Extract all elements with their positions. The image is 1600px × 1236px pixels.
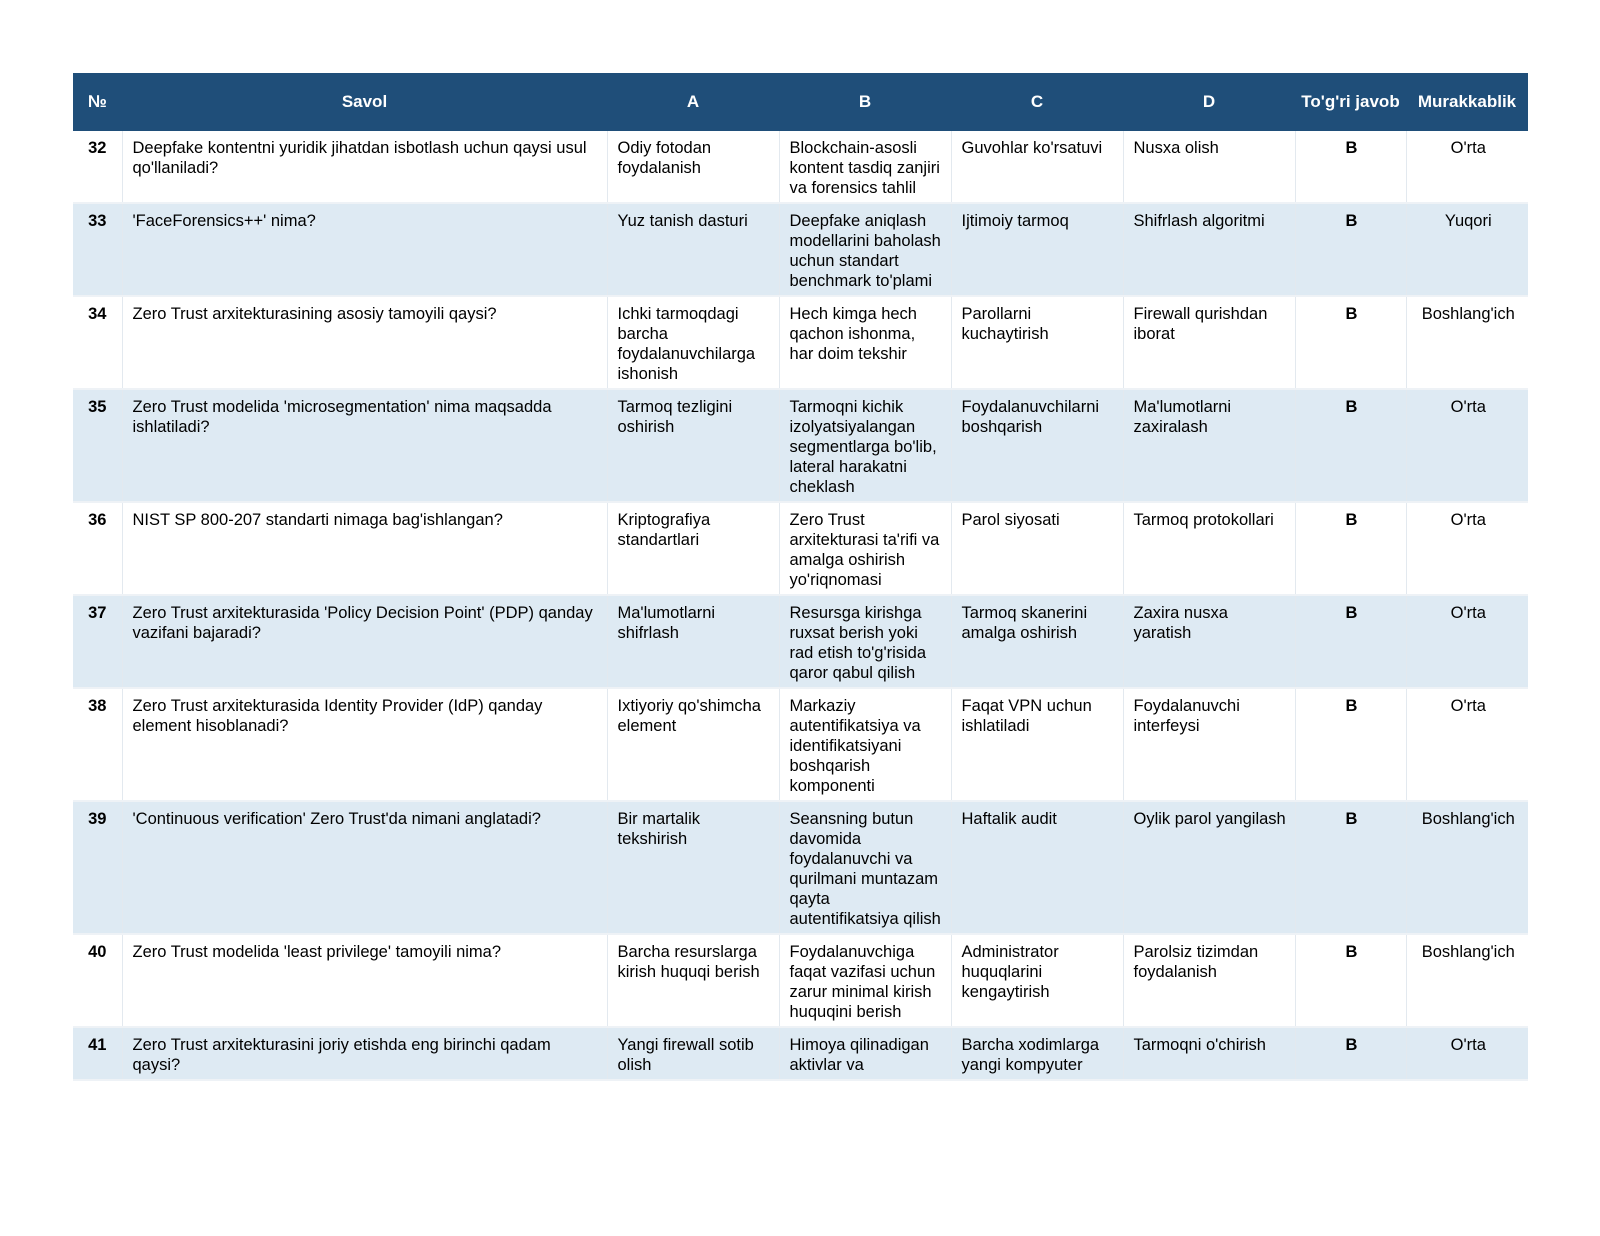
- table-row: [73, 1027, 1528, 1080]
- row-number: 36: [73, 502, 122, 595]
- option-a-cell: Bir martalik tekshirish: [607, 801, 779, 934]
- option-c-cell: Administrator huquqlarini kengaytirish: [951, 934, 1123, 1027]
- correct-answer-cell: B: [1295, 595, 1406, 688]
- option-b-cell: Resursga kirishga ruxsat berish yoki rad etish to'g'risida qaror qabul qilish: [779, 595, 951, 688]
- table-row: [73, 502, 1528, 595]
- option-c-cell: Parollarni kuchaytirish: [951, 296, 1123, 389]
- option-c-cell: Foydalanuvchilarni boshqarish: [951, 389, 1123, 502]
- option-a-cell: Yuz tanish dasturi: [607, 203, 779, 296]
- row-number: 34: [73, 296, 122, 389]
- table-row: [73, 203, 1528, 296]
- table-row: [73, 595, 1528, 688]
- option-d-cell: Firewall qurishdan iborat: [1123, 296, 1295, 389]
- option-c-cell: Tarmoq skanerini amalga oshirish: [951, 595, 1123, 688]
- correct-answer-cell: B: [1295, 688, 1406, 801]
- difficulty-cell: O'rta: [1406, 502, 1528, 595]
- option-d-cell: Parolsiz tizimdan foydalanish: [1123, 934, 1295, 1027]
- option-b-cell: Tarmoqni kichik izolyatsiyalangan segmentlarga bo'lib, lateral harakatni cheklash: [779, 389, 951, 502]
- row-number: 38: [73, 688, 122, 801]
- question-cell: 'Continuous verification' Zero Trust'da nimani anglatadi?: [122, 801, 607, 934]
- difficulty-cell: Yuqori: [1406, 203, 1528, 296]
- option-b-cell: Seansning butun davomida foydalanuvchi va qurilmani muntazam qayta autentifikatsiya qilish: [779, 801, 951, 934]
- table-row: [73, 688, 1528, 801]
- difficulty-cell: O'rta: [1406, 389, 1528, 502]
- difficulty-cell: Boshlang'ich: [1406, 296, 1528, 389]
- quiz-table-container: [73, 73, 1528, 1081]
- correct-answer-cell: B: [1295, 502, 1406, 595]
- header-number: №: [73, 73, 122, 131]
- option-a-cell: Barcha resurslarga kirish huquqi berish: [607, 934, 779, 1027]
- question-cell: NIST SP 800-207 standarti nimaga bag'ishlangan?: [122, 502, 607, 595]
- row-number: 40: [73, 934, 122, 1027]
- option-c-cell: Guvohlar ko'rsatuvi: [951, 131, 1123, 203]
- quiz-table: [73, 73, 1528, 1081]
- correct-answer-cell: B: [1295, 131, 1406, 203]
- option-a-cell: Ma'lumotlarni shifrlash: [607, 595, 779, 688]
- table-row: [73, 389, 1528, 502]
- option-d-cell: Nusxa olish: [1123, 131, 1295, 203]
- correct-answer-cell: B: [1295, 203, 1406, 296]
- correct-answer-cell: B: [1295, 296, 1406, 389]
- difficulty-cell: O'rta: [1406, 1027, 1528, 1080]
- header-option-b: B: [779, 73, 951, 131]
- option-c-cell: Ijtimoiy tarmoq: [951, 203, 1123, 296]
- question-cell: Zero Trust arxitekturasini joriy etishda eng birinchi qadam qaysi?: [122, 1027, 607, 1080]
- option-b-cell: Zero Trust arxitekturasi ta'rifi va amalga oshirish yo'riqnomasi: [779, 502, 951, 595]
- correct-answer-cell: B: [1295, 389, 1406, 502]
- option-d-cell: Foydalanuvchi interfeysi: [1123, 688, 1295, 801]
- option-d-cell: Tarmoqni o'chirish: [1123, 1027, 1295, 1080]
- correct-answer-cell: B: [1295, 934, 1406, 1027]
- row-number: 33: [73, 203, 122, 296]
- header-correct-answer: To'g'ri javob: [1295, 73, 1406, 131]
- option-c-cell: Barcha xodimlarga yangi kompyuter: [951, 1027, 1123, 1080]
- row-number: 41: [73, 1027, 122, 1080]
- table-row: [73, 801, 1528, 934]
- question-cell: Zero Trust arxitekturasining asosiy tamoyili qaysi?: [122, 296, 607, 389]
- correct-answer-cell: B: [1295, 1027, 1406, 1080]
- option-b-cell: Himoya qilinadigan aktivlar va: [779, 1027, 951, 1080]
- question-cell: 'FaceForensics++' nima?: [122, 203, 607, 296]
- option-a-cell: Ixtiyoriy qo'shimcha element: [607, 688, 779, 801]
- row-number: 35: [73, 389, 122, 502]
- question-cell: Deepfake kontentni yuridik jihatdan isbotlash uchun qaysi usul qo'llaniladi?: [122, 131, 607, 203]
- option-a-cell: Ichki tarmoqdagi barcha foydalanuvchilarga ishonish: [607, 296, 779, 389]
- difficulty-cell: Boshlang'ich: [1406, 934, 1528, 1027]
- difficulty-cell: Boshlang'ich: [1406, 801, 1528, 934]
- row-number: 39: [73, 801, 122, 934]
- option-b-cell: Deepfake aniqlash modellarini baholash uchun standart benchmark to'plami: [779, 203, 951, 296]
- header-difficulty: Murakkablik: [1406, 73, 1528, 131]
- option-a-cell: Kriptografiya standartlari: [607, 502, 779, 595]
- option-c-cell: Haftalik audit: [951, 801, 1123, 934]
- row-number: 32: [73, 131, 122, 203]
- option-b-cell: Foydalanuvchiga faqat vazifasi uchun zarur minimal kirish huquqini berish: [779, 934, 951, 1027]
- option-b-cell: Markaziy autentifikatsiya va identifikatsiyani boshqarish komponenti: [779, 688, 951, 801]
- option-d-cell: Zaxira nusxa yaratish: [1123, 595, 1295, 688]
- question-cell: Zero Trust modelida 'least privilege' tamoyili nima?: [122, 934, 607, 1027]
- difficulty-cell: O'rta: [1406, 595, 1528, 688]
- header-option-a: A: [607, 73, 779, 131]
- row-number: 37: [73, 595, 122, 688]
- table-header: [73, 73, 1528, 131]
- option-b-cell: Blockchain-asosli kontent tasdiq zanjiri va forensics tahlil: [779, 131, 951, 203]
- header-option-d: D: [1123, 73, 1295, 131]
- question-cell: Zero Trust arxitekturasida Identity Provider (IdP) qanday element hisoblanadi?: [122, 688, 607, 801]
- table-row: [73, 131, 1528, 203]
- question-cell: Zero Trust arxitekturasida 'Policy Decision Point' (PDP) qanday vazifani bajaradi?: [122, 595, 607, 688]
- option-d-cell: Oylik parol yangilash: [1123, 801, 1295, 934]
- option-c-cell: Parol siyosati: [951, 502, 1123, 595]
- table-row: [73, 934, 1528, 1027]
- option-d-cell: Tarmoq protokollari: [1123, 502, 1295, 595]
- header-row: [73, 73, 1528, 131]
- difficulty-cell: O'rta: [1406, 131, 1528, 203]
- question-cell: Zero Trust modelida 'microsegmentation' nima maqsadda ishlatiladi?: [122, 389, 607, 502]
- table-body: [73, 131, 1528, 1080]
- option-b-cell: Hech kimga hech qachon ishonma, har doim tekshir: [779, 296, 951, 389]
- difficulty-cell: O'rta: [1406, 688, 1528, 801]
- header-question: Savol: [122, 73, 607, 131]
- table-row: [73, 296, 1528, 389]
- header-option-c: C: [951, 73, 1123, 131]
- option-a-cell: Yangi firewall sotib olish: [607, 1027, 779, 1080]
- option-d-cell: Shifrlash algoritmi: [1123, 203, 1295, 296]
- option-a-cell: Tarmoq tezligini oshirish: [607, 389, 779, 502]
- correct-answer-cell: B: [1295, 801, 1406, 934]
- option-a-cell: Odiy fotodan foydalanish: [607, 131, 779, 203]
- option-c-cell: Faqat VPN uchun ishlatiladi: [951, 688, 1123, 801]
- option-d-cell: Ma'lumotlarni zaxiralash: [1123, 389, 1295, 502]
